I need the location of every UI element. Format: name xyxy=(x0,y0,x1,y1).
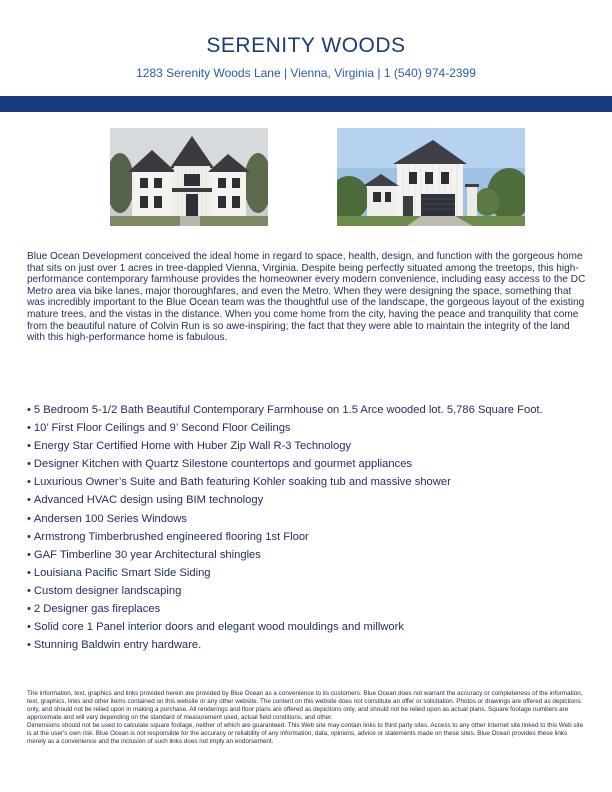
list-item: • Louisiana Pacific Smart Side Siding xyxy=(27,566,211,579)
feature-list xyxy=(27,401,587,654)
bullet-icon: • xyxy=(27,440,31,453)
house-front-photo xyxy=(110,128,268,226)
disclaimer-paragraph: Dimensions should not be used to calculate square footage, neither of which are guaranteed. This Web site may contain links to third party sites. Access to any other Internet site linked to this Web site is at the user's own risk. Blue Ocean is not responsible for the accuracy or reliability of any information, data, opinions, advice or statements made on these sites. Blue Ocean provides these links merely as a convenience and the inclusion of such links does not imply an endorsement. xyxy=(27,722,584,745)
bullet-icon: • xyxy=(27,530,31,543)
bullet-icon: • xyxy=(27,584,31,597)
bullet-icon: • xyxy=(27,603,31,616)
bullet-icon: • xyxy=(27,621,31,634)
list-item: • Advanced HVAC design using BIM technology xyxy=(27,494,264,507)
bullet-icon: • xyxy=(27,512,31,525)
list-item: • GAF Timberline 30 year Architectural shingles xyxy=(27,548,261,561)
list-item: • 2 Designer gas fireplaces xyxy=(27,603,161,616)
list-item: • Stunning Baldwin entry hardware. xyxy=(27,639,202,652)
bullet-icon: • xyxy=(27,476,31,489)
bullet-icon: • xyxy=(27,548,31,561)
list-item: • Designer Kitchen with Quartz Silestone countertops and gourmet appliances xyxy=(27,458,413,471)
list-item: • 5 Bedroom 5-1/2 Bath Beautiful Contemporary Farmhouse on 1.5 Arce wooded lot. 5,786 Square Foot. xyxy=(27,404,543,416)
page-title: SERENITY WOODS xyxy=(206,34,406,57)
bullet-icon: • xyxy=(27,458,31,471)
property-description: Blue Ocean Development conceived the ideal home in regard to space, health, design, and function with the gorgeous home that sits on just over 1 acres in tree-dappled Vienna, Virginia. Despite being perfectly situated among the treetops, this high-performance contemporary farmhouse provides the homeowner every modern convenience, including easy access to the DC Metro area via bike lanes, major thoroughfares, and even the Metro. When they were designing the space, something that was incredibly important to the Blue Ocean team was the thoughtful use of the landscape, the gorgeous layout of the existing mature trees, and the vistas in the distance. When you come home from the city, having the peace and tranquility that come from the beautiful nature of Colvin Run is so awe-inspiring; the fact that they were able to maintain the integrity of the land with this high-performance home is fabulous. xyxy=(27,251,586,344)
list-item: • Armstrong Timberbrushed engineered flooring 1st Floor xyxy=(27,530,309,543)
list-item: • Andersen 100 Series Windows xyxy=(27,512,187,525)
bullet-icon: • xyxy=(27,404,31,416)
list-item: • Solid core 1 Panel interior doors and elegant wood mouldings and millwork xyxy=(27,621,404,634)
list-item: • Custom designer landscaping xyxy=(27,584,182,597)
bullet-icon: • xyxy=(27,494,31,507)
disclaimer-paragraph: The information, text, graphics and links provided herein are provided by Blue Ocean as a convenience to its customers. Blue Ocean does not warrant the accuracy or completeness of the information, text, graphics, links and other items contained on this website or any other website. The content on this website does not constitute an offer or solicitation. Photos or drawings are offered as depictions only, and should not be relied upon in making a purchase. All renderings and floor plans are offered as depictions only, and should not be relied upon as actual plans. Square footage numbers are approximate and will vary depending on the standard of measurement used, actual field conditions, and other. xyxy=(27,690,583,721)
house-side-garage-photo xyxy=(337,128,525,226)
list-item: • Energy Star Certified Home with Huber Zip Wall R-3 Technology xyxy=(27,440,352,453)
bullet-icon: • xyxy=(27,422,31,435)
header-band xyxy=(0,96,612,112)
list-item: • Luxurious Owner’s Suite and Bath featuring Kohler soaking tub and massive shower xyxy=(27,476,451,489)
bullet-icon: • xyxy=(27,566,31,579)
list-item: • 10’ First Floor Ceilings and 9’ Second Floor Ceilings xyxy=(27,422,291,435)
address-line: 1283 Serenity Woods Lane | Vienna, Virginia | 1 (540) 974-2399 xyxy=(136,66,476,80)
bullet-icon: • xyxy=(27,639,31,652)
legal-disclaimer xyxy=(27,690,587,746)
